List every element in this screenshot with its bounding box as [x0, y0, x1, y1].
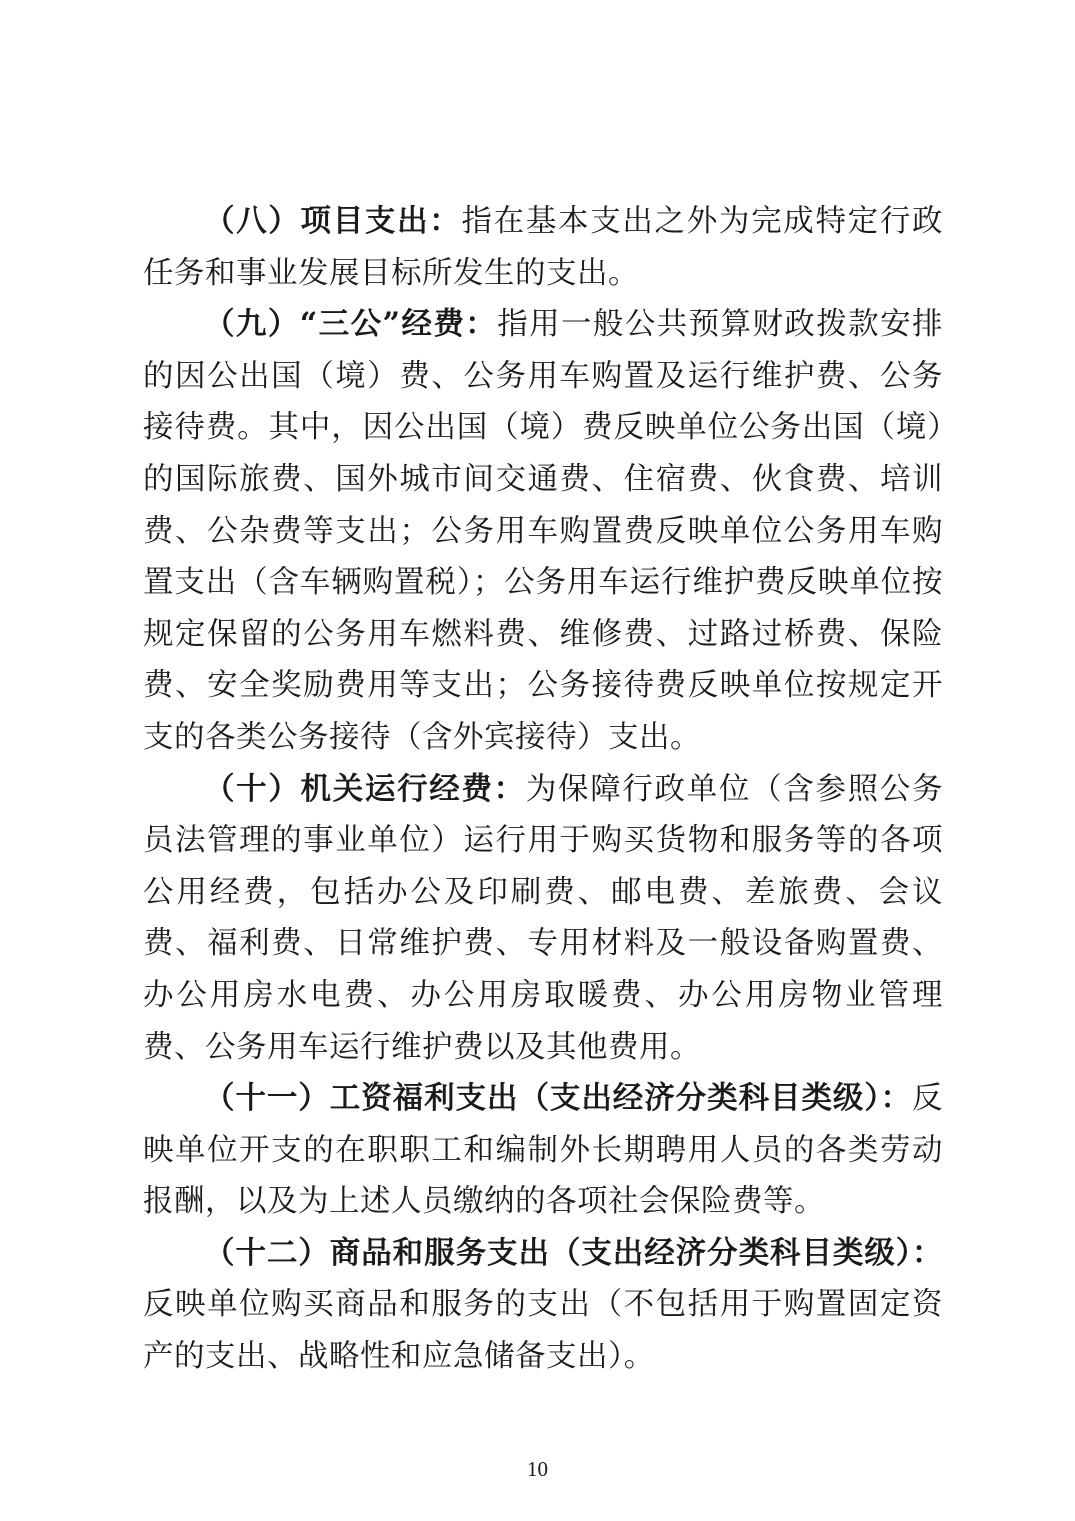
paragraph-term: （十）机关运行经费：	[204, 770, 526, 807]
paragraph-term: （十二）商品和服务支出（支出经济分类科目类级）：	[204, 1234, 943, 1271]
page-number: 10	[527, 1457, 548, 1481]
paragraph-wages-welfare	[143, 1073, 943, 1228]
paragraph-term: （九）“三公”经费：	[204, 306, 498, 343]
paragraph-three-public-expenses	[143, 299, 943, 763]
paragraph-body: 指在基本支出之外为完成特定行政任务和事业发展目标所发生的支出。	[143, 204, 944, 291]
paragraph-goods-services	[143, 1228, 943, 1383]
paragraph-body: 指用一般公共预算财政拨款安排的因公出国（境）费、公务用车购置及运行维护费、公务接待费。其中，因公出国（境）费反映单位公务出国（境）的国际旅费、国外城市间交通费、住宿费、伙食费、培训费、公杂费等支出；公务用车购置费反映单位公务用车购置支出（含车辆购置税）；公务用车运行维护费反映单位按规定保留的公务用车燃料费、维修费、过路过桥费、保险费、安全奖励费用等支出；公务接待费反映单位按规定开支的各类公务接待（含外宾接待）支出。	[143, 307, 944, 755]
document-body	[143, 196, 943, 1383]
paragraph-body: 反映单位购买商品和服务的支出（不包括用于购置固定资产的支出、战略性和应急储备支出）。	[143, 1287, 943, 1375]
paragraph-agency-operating-funds	[143, 764, 943, 1074]
paragraph-body: 为保障行政单位（含参照公务员法管理的事业单位）运行用于购买货物和服务等的各项公用经费，包括办公及印刷费、邮电费、差旅费、会议费、福利费、日常维护费、专用材料及一般设备购置费、办公用房水电费、办公用房取暖费、办公用房物业管理费、公务用车运行维护费以及其他费用。	[143, 771, 944, 1065]
paragraph-term: （十一）工资福利支出（支出经济分类科目类级）：	[204, 1080, 912, 1117]
paragraph-body: 反映单位开支的在职职工和编制外长期聘用人员的各类劳动报酬，以及为上述人员缴纳的各项社会保险费等。	[143, 1081, 943, 1220]
paragraph-term: （八）项目支出：	[204, 203, 462, 239]
paragraph-project-expenditure	[143, 196, 943, 299]
